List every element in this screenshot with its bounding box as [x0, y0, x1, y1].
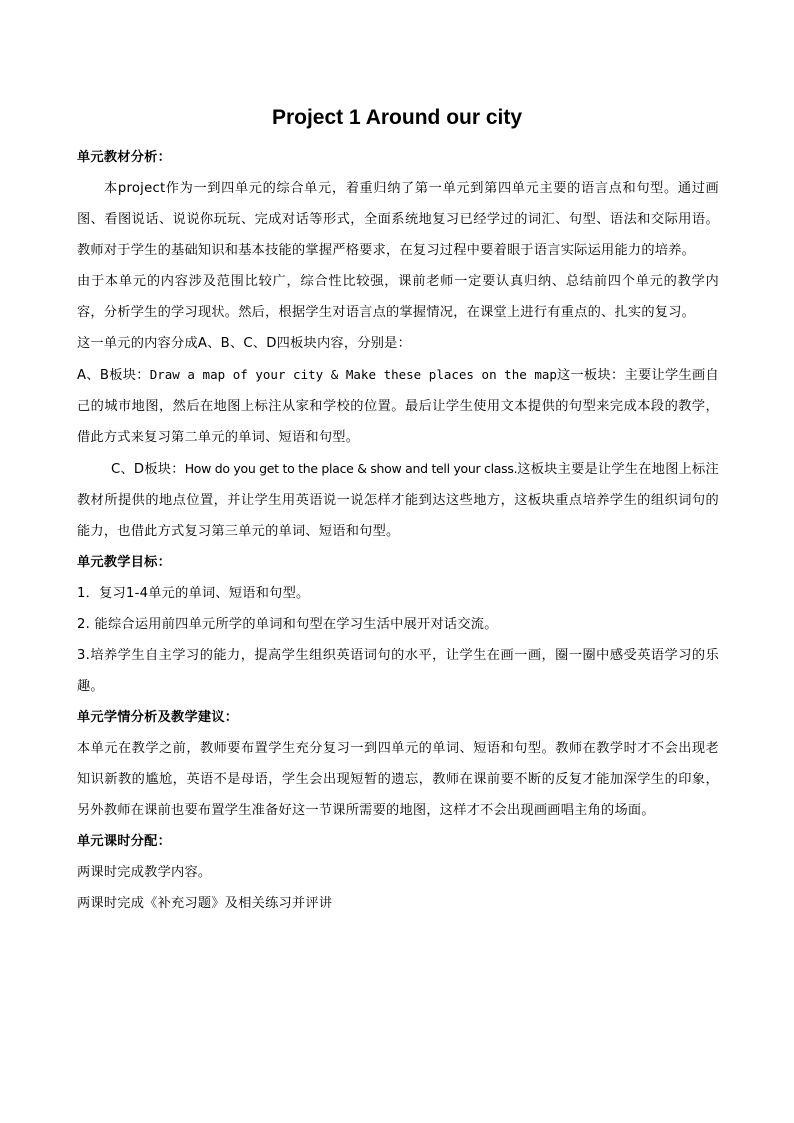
section-heading-suggestions: 单元学情分析及教学建议：	[77, 710, 239, 725]
goal-item-2: 2. 能综合运用前四单元所学的单词和句型在学习生活中展开对话交流。	[77, 617, 498, 632]
section-heading-goals: 单元教学目标：	[77, 555, 172, 570]
goal-item-1: 1．复习1-4单元的单词、短语和句型。	[77, 586, 310, 601]
schedule-item-1: 两课时完成教学内容。	[77, 865, 212, 880]
ab-section-label: A、B板块：	[77, 368, 150, 383]
analysis-paragraph-3: 这一单元的内容分成A、B、C、D四板块内容，分别是：	[77, 336, 412, 351]
suggestions-paragraph: 本单元在教学之前，教师要布置学生充分复习一到四单元的单词、短语和句型。教师在教学时才不会出现老知识新教的尴尬，英语不是母语，学生会出现短暂的遗忘，教师在课前要不断的反复才能加深学生的印象，另外教师在课前也要布置学生准备好这一节课所需要的地图，这样才不会出现画画唱主角的场面。	[77, 741, 719, 818]
cd-section-description: 这板块主要是让学生在地图上标注教材所提供的地点位置，并让学生用英语说一说怎样才能到达这些地方，这板块重点培养学生的组织词句的能力，也借此方式复习第三单元的单词、短语和句型。	[77, 462, 719, 539]
section-heading-schedule: 单元课时分配：	[77, 834, 172, 849]
schedule-item-2: 两课时完成《补充习题》及相关练习并评讲	[77, 896, 333, 911]
analysis-paragraph-2: 由于本单元的内容涉及范围比较广，综合性比较强，课前老师一定要认真归纳、总结前四个单元的教学内容，分析学生的学习现状。然后，根据学生对语言点的掌握情况，在课堂上进行有重点的、扎实的复习。	[77, 274, 719, 320]
analysis-paragraph-4	[77, 359, 719, 453]
cd-section-english: How do you get to the place & show and tell your class.	[184, 461, 518, 476]
section-heading-analysis: 单元教材分析：	[77, 150, 172, 165]
ab-section-description: 这一板块：主要让学生画自己的城市地图，然后在地图上标注从家和学校的位置。最后让学生使用文本提供的句型来完成本段的教学，借此方式来复习第二单元的单词、短语和句型。	[77, 368, 719, 445]
document-body	[77, 142, 719, 919]
goal-item-3: 3.培养学生自主学习的能力，提高学生组织英语词句的水平，让学生在画一画，圈一圈中感受英语学习的乐趣。	[77, 648, 719, 694]
analysis-paragraph-5	[77, 453, 719, 547]
cd-section-label: C、D板块：	[111, 462, 185, 477]
document-title: Project 1 Around our city	[271, 106, 523, 129]
analysis-paragraph-1: 本project作为一到四单元的综合单元，着重归纳了第一单元到第四单元主要的语言点和句型。通过画图、看图说话、说说你玩玩、完成对话等形式，全面系统地复习已经学过的词汇、句型、语法和交际用语。教师对于学生的基础知识和基本技能的掌握严格要求，在复习过程中要着眼于语言实际运用能力的培养。	[77, 181, 719, 258]
ab-section-english: Draw a map of your city & Make these places on the map	[149, 367, 557, 382]
